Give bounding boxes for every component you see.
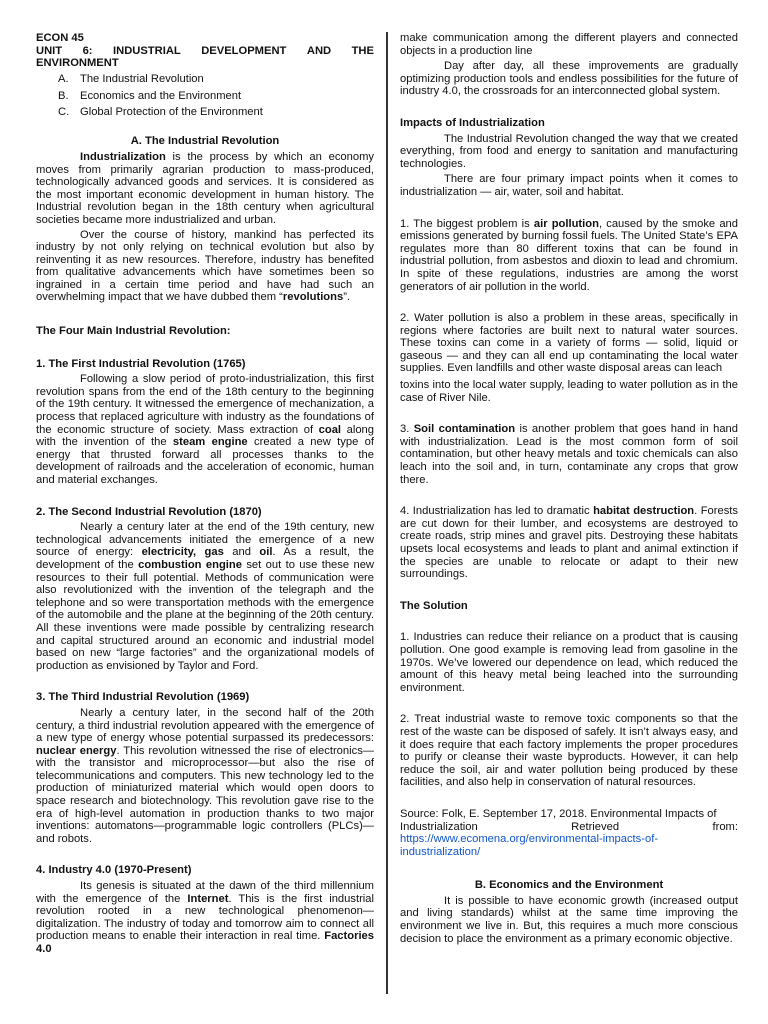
third-revolution-text: Nearly a century later, in the second half of the 20th century, a third industrial revolution appeared with the emergence of a new type of energy whose potential surpassed its predecessors: nuclear energy. This revolution witnessed the rise of electronics—with the transistor and microprocessor—but also the rise of telecommunications and computers. This new technology led to the production of miniaturized material which would open doors to space research and biotechnology. This revolution gave rise to the era of high-level automation in production thanks to two major inventions: automatons—programmable logic controllers (PLCs)—and robots. bbox=[36, 706, 374, 845]
section-b-paragraph-1: It is possible to have economic growth (increased output and living standards) whilst at the same time improving the environment we live in. But, this requires a much more conscious decision to place the environment as a primary economic objective. bbox=[400, 894, 738, 945]
source-citation bbox=[400, 808, 738, 858]
fourth-revolution-text-part-2: make communication among the different players and connected objects in a production line bbox=[400, 32, 738, 57]
impact-water-continued: toxins into the local water supply, leading to water pollution as in the case of River Nile. bbox=[400, 379, 738, 404]
solution-1: 1. Industries can reduce their reliance on a product that is causing pollution. One good example is removing lead from gasoline in the 1970s. We’ve lowered our dependence on lead, which reduced the amount of this heavy metal being leached into the surrounding environment. bbox=[400, 631, 738, 694]
first-revolution-text: Following a slow period of proto-industrialization, this first revolution spans from the end of the 18th century to the beginning of the 19th century. It witnessed the emergence of mechanization, a process that replaced agriculture with industry as the foundations of the economic structure of society. Mass extraction of coal along with the invention of the steam engine created a new type of energy that thrusted forward all processes thanks to the development of railroads and the acceleration of economic, human and material exchanges. bbox=[36, 373, 374, 486]
impact-water: 2. Water pollution is also a problem in these areas, specifically in regions where factories are built next to natural water sources. These toxins can come in a variety of forms — solid, liquid or gaseous — and they can all end up contaminating the local water supplies. Even landfills and other waste disposal areas can leach bbox=[400, 312, 738, 375]
third-revolution-title: 3. The Third Industrial Revolution (1969) bbox=[36, 691, 250, 704]
section-a-title: A. The Industrial Revolution bbox=[130, 135, 280, 148]
second-revolution-text: Nearly a century later at the end of the 19th century, new technological advancements initiated the emergence of a new source of energy: electricity, gas and oil. As a result, the development of the combustion engine set out to use these new resources to their full potential. Methods of communication were also revolutionized with the invention of the telegraph and the telephone and so were transportation methods with the emergence of the automobile and the plane at the beginning of the 20th century. All these inventions were made possible by centralizing research and capital structured around an economic and industrial model based on new “large factories” and the organizational models of production as envisioned by Taylor and Ford. bbox=[36, 521, 374, 672]
table-of-contents bbox=[36, 73, 374, 118]
solution-2: 2. Treat industrial waste to remove toxic components so that the rest of the waste can be disposed of safely. It isn’t always easy, and it does require that each factory implements the proper procedures to purify or cleanse their waste byproducts. However, it can help reduce the soil, air and water pollution being produced by these facilities, and also help in conservation of natural resources. bbox=[400, 713, 738, 789]
unit-title-line1: UNIT 6: INDUSTRIAL DEVELOPMENT AND THE bbox=[36, 44, 374, 57]
right-column bbox=[400, 32, 738, 945]
four-revolutions-title: The Four Main Industrial Revolution: bbox=[36, 325, 231, 338]
source-line-2: Industrialization Retrieved from: bbox=[400, 820, 738, 833]
impacts-intro-2: There are four primary impact points when it comes to industrialization — air, water, soil and habitat. bbox=[400, 173, 738, 198]
impact-soil: 3. Soil contamination is another problem that goes hand in hand with industrialization. Lead is the most common form of soil contamination, but other heavy metals and toxic chemicals can also leach into the soil and, in turn, contaminate any crops that grow there. bbox=[400, 423, 738, 486]
fourth-revolution-text-part-1: Its genesis is situated at the dawn of the third millennium with the emergence of the Internet. This is the first industrial revolution rooted in a new technological phenomenon—digitalization. The industry of today and tomorrow aim to connect all production means to enable their interaction in real time. Factories 4.0 bbox=[36, 880, 374, 955]
impact-habitat: 4. Industrialization has led to dramatic habitat destruction. Forests are cut down for their lumber, and ecosystems are destroyed to create roads, strip mines and gravel pits. Destroying these habitats upsets local ecosystems and leads to plant and animal extinction if the species are unable to relocate or adapt to their new surroundings. bbox=[400, 505, 738, 581]
fourth-revolution-paragraph-2: Day after day, all these improvements are gradually optimizing production tools and endless possibilities for the future of industry 4.0, the crossroads for an interconnected global system. bbox=[400, 60, 738, 98]
section-a-paragraph-1: Industrialization is the process by which an economy moves from primarily agrarian production to mass-produced, technologically advanced goods and services. It is considered as the most important economic development in human history. The Industrial revolution began in the 18th century when agricultural societies became more industrialized and urban. bbox=[36, 150, 374, 226]
first-revolution-title: 1. The First Industrial Revolution (1765) bbox=[36, 357, 246, 370]
section-b-title: B. Economics and the Environment bbox=[474, 879, 664, 892]
fourth-revolution-title: 4. Industry 4.0 (1970-Present) bbox=[36, 864, 192, 877]
impact-air: 1. The biggest problem is air pollution, caused by the smoke and emissions generated by burning fossil fuels. The United State’s EPA regulates more than 80 different toxins that can be found in industrial pollution, from asbestos and dioxin to lead and chromium. In spite of these regulations, industries are among the worst generators of air pollution in the world. bbox=[400, 217, 738, 293]
source-line-1: Source: Folk, E. September 17, 2018. Environmental Impacts of bbox=[400, 807, 717, 820]
section-a-paragraph-2: Over the course of history, mankind has perfected its industry by not only relying on technical evolution but also by reinventing it as new resources. Therefore, industry has benefited from qualitative advancements which have sometimes been so ingrained in a certain time period and have had such an overwhelming impact that we have dubbed them “revolutions”. bbox=[36, 228, 374, 304]
toc-item: B. Economics and the Environment bbox=[58, 89, 242, 102]
toc-item: A. The Industrial Revolution bbox=[58, 73, 204, 86]
left-column bbox=[36, 32, 374, 956]
impacts-title: Impacts of Industrialization bbox=[400, 116, 545, 129]
impacts-intro-1: The Industrial Revolution changed the way that we created everything, from food and energy to sanitation and manufacturing technologies. bbox=[400, 132, 738, 170]
course-code: ECON 45 bbox=[36, 32, 84, 44]
solution-title: The Solution bbox=[400, 599, 468, 612]
second-revolution-title: 2. The Second Industrial Revolution (1870) bbox=[36, 505, 262, 518]
unit-title-line2: ENVIRONMENT bbox=[36, 57, 119, 70]
source-url-link[interactable]: https://www.ecomena.org/environmental-impacts-of- industrialization/ bbox=[400, 833, 659, 858]
toc-item: C. Global Protection of the Environment bbox=[58, 105, 263, 118]
column-divider bbox=[386, 32, 388, 994]
